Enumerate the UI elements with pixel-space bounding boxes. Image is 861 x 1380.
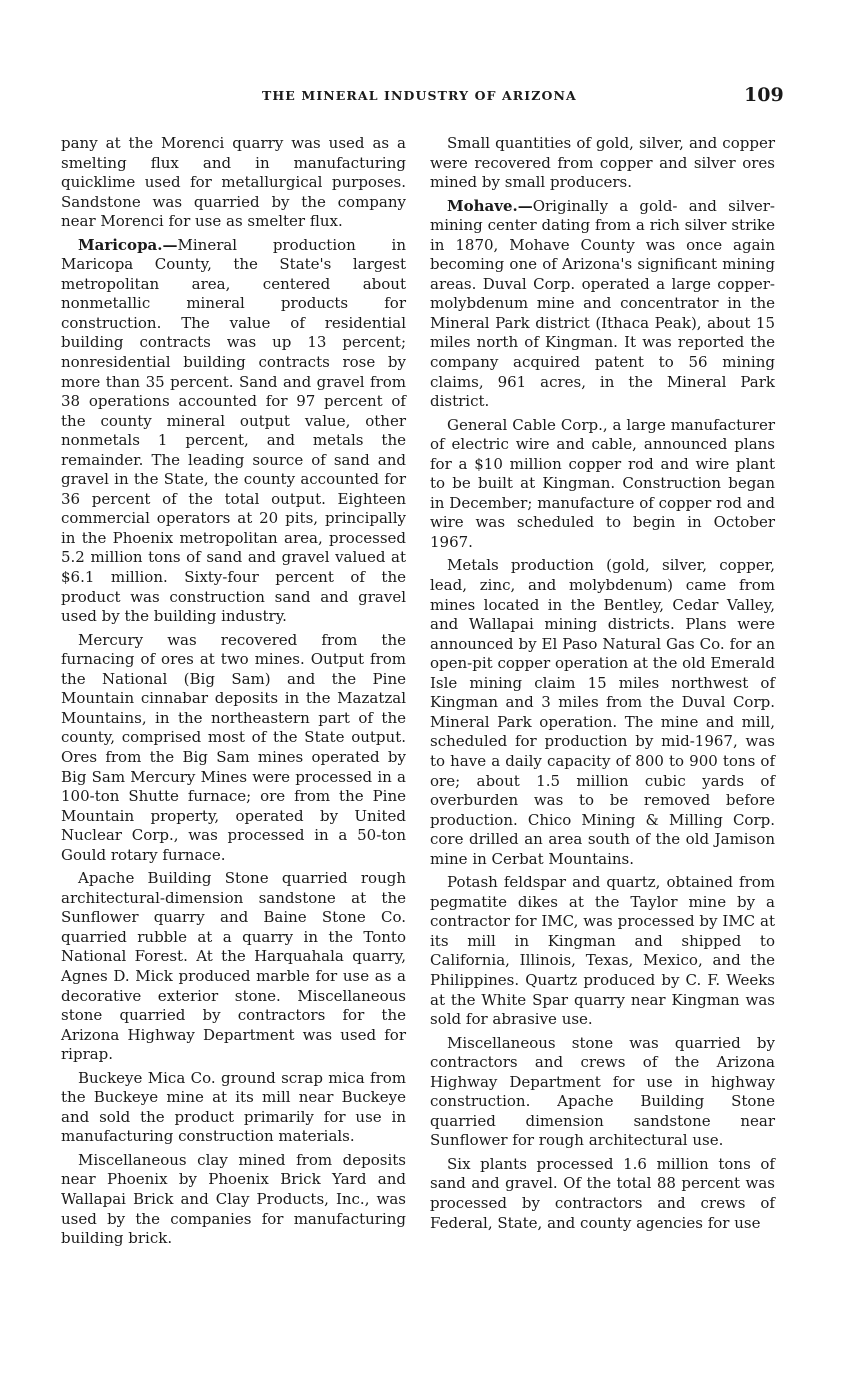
paragraph-text: pany at the Morenci quarry was used as a smelting flux and in manufacturing quicklime used for metallurgical purposes. Sandstone was quarried by the company near Morenci for use as smelter flux.: [61, 134, 406, 231]
paragraph-text: Miscellaneous clay mined from deposits near Phoenix by Phoenix Brick Yard and Wallapai Brick and Clay Products, Inc., was used by the companies for manufacturing building brick.: [61, 1150, 406, 1248]
paragraph-clay: [61, 1151, 406, 1249]
paragraph-continued-morenci: [61, 134, 406, 232]
running-title: THE MINERAL INDUSTRY OF ARIZONA: [262, 88, 577, 103]
section-heading-mohave: Mohave.—: [447, 196, 533, 215]
running-header: [0, 86, 861, 110]
paragraph-general-cable: [430, 416, 775, 553]
paragraph-text: Six plants processed 1.6 million tons of sand and gravel. Of the total 88 percent was processed by contractors and crews of Federal, State, and county agencies for use: [430, 1154, 775, 1232]
paragraph-feldspar-quartz: [430, 873, 775, 1029]
section-heading-maricopa: Maricopa.—: [78, 235, 178, 254]
paragraph-metals-production: [430, 556, 775, 869]
paragraph-text: Miscellaneous stone was quarried by contractors and crews of the Arizona Highway Department for use in highway construction. Apache Building Stone quarried dimension sandstone near Sunflower for rough architectural use.: [430, 1033, 775, 1150]
paragraph-text: General Cable Corp., a large manufacturer of electric wire and cable, announced plans for a $10 million copper rod and wire plant to be built at Kingman. Construction began in December; manufacture of copper rod and wire was scheduled to begin in October 1967.: [430, 415, 775, 551]
paragraph-text: Buckeye Mica Co. ground scrap mica from the Buckeye mine at its mill near Buckeye and sold the product primarily for use in manufacturing construction materials.: [61, 1068, 406, 1146]
paragraph-text: Originally a gold- and silver-mining center dating from a rich silver strike in 1870, Mohave County was once again becoming one of Arizona's significant mining areas. Duval Corp. operated a large copper-molybdenum mine and concentrator in the Mineral Park district (Ithaca Peak), about 15 miles north of Kingman. It was reported the company acquired patent to 56 mining claims, 961 acres, in the Mineral Park district.: [430, 196, 775, 411]
paragraph-text: Apache Building Stone quarried rough architectural-dimension sandstone at the Sunflower quarry and Baine Stone Co. quarried rubble at a quarry in the Tonto National Forest. At the Harquahala quarry, Agnes D. Mick produced marble for use as a decorative exterior stone. Miscellaneous stone quarried by contractors for the Arizona Highway Department was used for riprap.: [61, 869, 406, 1064]
paragraph-sand-gravel: [430, 1155, 775, 1233]
paragraph-misc-stone: [430, 1034, 775, 1151]
paragraph-text: Metals production (gold, silver, copper, lead, zinc, and molybdenum) came from mines located in the Bentley, Cedar Valley, and Wallapai mining districts. Plans were announced by El Paso Natural Gas Co. for an open-pit copper operation at the old Emerald Isle mining claim 15 miles northwest of Kingman and 3 miles from the Duval Corp. Mineral Park operation. The mine and mill, scheduled for production by mid-1967, was to have a daily capacity of 800 to 900 tons of ore; about 1.5 million cubic yards of overburden was to be removed before production. Chico Mining & Milling Corp. core drilled an area south of the old Jamison mine in Cerbat Mountains.: [430, 556, 775, 868]
right-column: [430, 134, 775, 1237]
page-number: 109: [744, 84, 784, 106]
paragraph-building-stone: [61, 869, 406, 1064]
paragraph-text: Mercury was recovered from the furnacing of ores at two mines. Output from the National (Big Sam) and the Pine Mountain cinnabar deposits in the Mazatzal Mountains, in the northeastern part of the county, comprised most of the State output. Ores from the Big Sam mines operated by Big Sam Mercury Mines were processed in a 100-ton Shutte furnace; ore from the Pine Mountain property, operated by United Nuclear Corp., was processed in a 50-ton Gould rotary furnace.: [61, 630, 406, 864]
paragraph-text: Potash feldspar and quartz, obtained from pegmatite dikes at the Taylor mine by a contractor for IMC, was processed by IMC at its mill in Kingman and shipped to California, Illinois, Texas, Mexico, and the Philippines. Quartz produced by C. F. Weeks at the White Spar quarry near Kingman was sold for abrasive use.: [430, 873, 775, 1029]
paragraph-mica: [61, 1069, 406, 1147]
paragraph-text: Small quantities of gold, silver, and copper were recovered from copper and silver ores mined by small producers.: [430, 134, 775, 192]
left-column: [61, 134, 406, 1253]
paragraph-mercury: [61, 631, 406, 866]
paragraph-maricopa: [61, 236, 406, 627]
paragraph-text: Mineral production in Maricopa County, the State's largest metropolitan area, centered about nonmetallic mineral products for construction. The value of residential building contracts was up 13 percent; nonresidential building contracts rose by more than 35 percent. Sand and gravel from 38 operations accounted for 97 percent of the county mineral output value, other nonmetals 1 percent, and metals the remainder. The leading source of sand and gravel in the State, the county accounted for 36 percent of the total output. Eighteen commercial operators at 20 pits, principally in the Phoenix metropolitan area, processed 5.2 million tons of sand and gravel valued at $6.1 million. Sixty-four percent of the product was construction sand and gravel used by the building industry.: [61, 235, 406, 626]
paragraph-small-producers: [430, 134, 775, 193]
paragraph-mohave: [430, 197, 775, 412]
